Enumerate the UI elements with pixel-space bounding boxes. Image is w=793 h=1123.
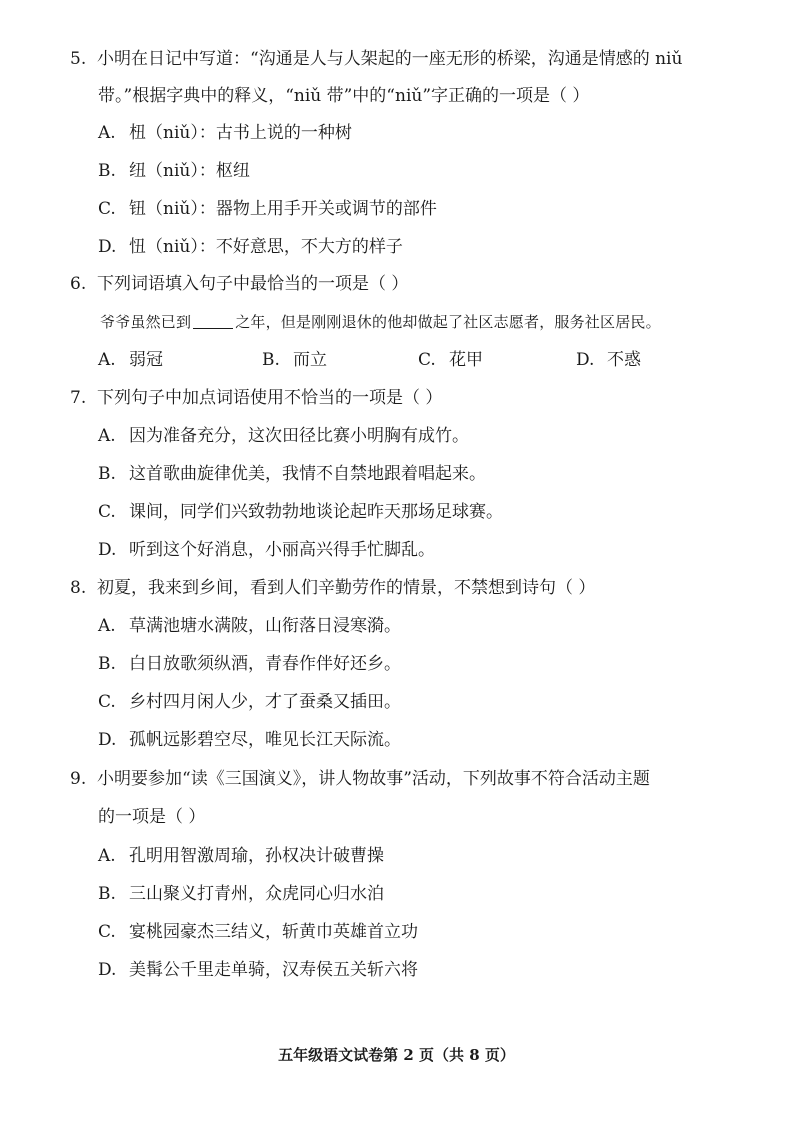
question-8-line-1 (70, 576, 595, 600)
q5-option-a: A. 杻（niǔ）：古书上说的一种树 (98, 123, 352, 143)
question-6-stem: 下列词语填入句子中最恰当的一项是（ ） (97, 274, 409, 294)
q7-option-d: D. 听到这个好消息，小丽高兴得手忙脚乱。 (98, 540, 435, 560)
q5-option-c: C. 钮（niǔ）：器物上用手开关或调节的部件 (98, 199, 437, 219)
question-5-line-1 (70, 47, 682, 71)
q6-option-c: C. 花甲 (418, 350, 483, 370)
emphasized-word: 不符合 (530, 769, 582, 789)
question-number: 8. (70, 578, 87, 598)
page-footer: 五年级语文试卷第 2 页（共 8 页） (278, 1046, 515, 1064)
question-9-line-2: 的一项是（ ） (98, 807, 206, 827)
q8-option-b: B. 白日放歌须纵酒，青春作伴好还乡。 (98, 654, 401, 674)
q9-option-a: A. 孔明用智激周瑜，孙权决计破曹操 (98, 846, 384, 866)
question-5-line-2: 带。”根据字典中的释义，“niǔ 带”中的“niǔ”字正确的一项是（ ） (98, 86, 590, 106)
q8-option-d: D. 孤帆远影碧空尽，唯见长江天际流。 (98, 730, 401, 750)
question-9-line-1: 9. 小明要参加“读《三国演义》，讲人物故事”活动，下列故事不符合活动主题 (70, 769, 650, 789)
question-number: 6. (70, 274, 87, 294)
question-5-stem: 小明在日记中写道：“沟通是人与人架起的一座无形的桥梁，沟通是情感的 niǔ (97, 49, 683, 69)
question-8-stem: 初夏，我来到乡间，看到人们辛勤劳作的情景，不禁想到诗句（ ） (97, 578, 596, 598)
question-number: 9. (70, 769, 87, 789)
emphasized-idiom: 胸有成竹 (384, 426, 452, 446)
emphasized-idiom: 情不自禁 (299, 464, 367, 484)
q8-option-c: C. 乡村四月闲人少，才了蚕桑又插田。 (98, 692, 401, 712)
question-6-line-1 (70, 272, 408, 296)
question-6-context-sentence: 爷爷虽然已到 之年，但是刚刚退休的他却做起了社区志愿者，服务社区居民。 (100, 313, 661, 331)
q7-option-a: A. 因为准备充分，这次田径比赛小明胸有成竹。 (98, 426, 469, 446)
q9-option-b: B. 三山聚义打青州，众虎同心归水泊 (98, 884, 384, 904)
question-7-line-1: 7. 下列句子中加点词语使用不恰当的一项是（ ） (70, 388, 443, 408)
q9-option-d: D. 美髯公千里走单骑，汉寿侯五关斩六将 (98, 960, 418, 980)
q7-option-c: C. 课间，同学们兴致勃勃地谈论起昨天那场足球赛。 (98, 502, 503, 522)
q5-option-b: B. 纽（niǔ）：枢纽 (98, 161, 250, 181)
q9-option-c: C. 宴桃园豪杰三结义，斩黄巾英雄首立功 (98, 922, 418, 942)
q6-option-a: A. 弱冠 (98, 350, 163, 370)
emphasized-word: 不恰当 (284, 388, 335, 408)
q6-option-d: D. 不惑 (576, 350, 641, 370)
question-number: 5. (70, 49, 87, 69)
fill-in-blank (193, 312, 233, 329)
q7-option-b: B. 这首歌曲旋律优美，我情不自禁地跟着唱起来。 (98, 464, 486, 484)
question-number: 7. (70, 388, 87, 408)
q8-option-a: A. 草满池塘水满陂，山衔落日浸寒漪。 (98, 616, 401, 636)
emphasized-idiom: 兴致勃勃 (231, 502, 299, 522)
q5-option-d: D. 忸（niǔ）：不好意思，不大方的样子 (98, 237, 403, 257)
q6-option-b: B. 而立 (262, 350, 327, 370)
emphasized-idiom: 手忙脚乱 (350, 540, 418, 560)
